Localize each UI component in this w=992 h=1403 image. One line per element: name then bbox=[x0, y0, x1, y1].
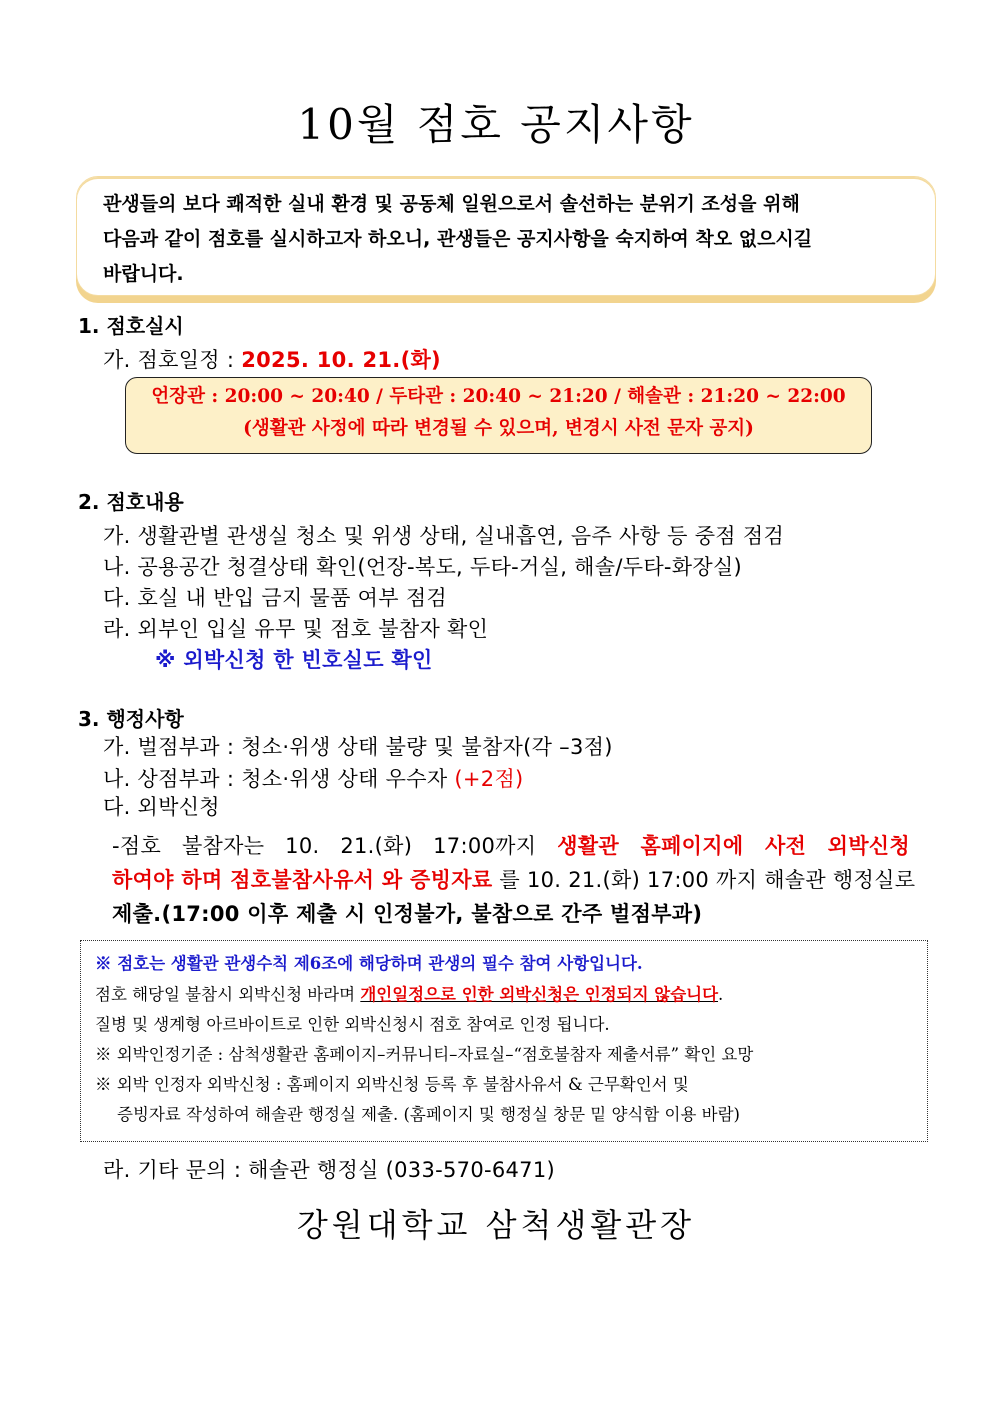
note-line-1: ※ 점호는 생활관 관생수칙 제6조에 해당하며 관생의 필수 참여 사항입니다. bbox=[95, 954, 643, 973]
note-line-3: 질병 및 생계형 아르바이트로 인한 외박신청시 점호 참여로 인정 됩니다. bbox=[95, 1015, 610, 1034]
note-text: . bbox=[718, 985, 724, 1004]
merit-text: 나. 상점부과 : 청소·위생 상태 우수자 bbox=[103, 767, 455, 791]
intro-line-3: 바랍니다. bbox=[103, 263, 184, 285]
merit-points: (+2점) bbox=[454, 767, 524, 791]
overnight-para-emph: 생활관 홈페이지에 사전 외박신청 bbox=[557, 834, 910, 858]
schedule-change-note: (생활관 사정에 따라 변경될 수 있으며, 변경시 사전 문자 공지) bbox=[243, 418, 754, 439]
schedule-times: 언장관 : 20:00 ~ 20:40 / 두타관 : 20:40 ~ 21:20 / 해솔관 : 21:20 ~ 22:00 bbox=[151, 386, 846, 407]
schedule-date-row bbox=[103, 344, 441, 374]
intro-line-1: 관생들의 보다 쾌적한 실내 환경 및 공동체 일원으로서 솔선하는 분위기 조성을 위해 bbox=[103, 193, 800, 215]
section1-heading: 1. 점호실시 bbox=[78, 314, 184, 338]
overnight-para-text: 를 10. 21.(화) 17:00 까지 해솔관 행정실로 bbox=[492, 868, 916, 892]
intro-line-2: 다음과 같이 점호를 실시하고자 하오니, 관생들은 공지사항을 숙지하여 착오 없으시길 bbox=[103, 228, 813, 250]
overnight-para-line-2 bbox=[112, 864, 915, 894]
signature-footer: 강원대학교 삼척생활관장 bbox=[296, 1206, 696, 1244]
check-item: 나. 공용공간 청결상태 확인(언장-복도, 두타-거실, 해솔/두타-화장실) bbox=[103, 555, 743, 579]
section3-heading: 3. 행정사항 bbox=[78, 707, 184, 731]
check-item: 라. 외부인 입실 유무 및 점호 불참자 확인 bbox=[103, 617, 489, 641]
overnight-para-text: -점호 불참자는 10. 21.(화) 17:00까지 bbox=[112, 834, 558, 858]
check-item: 가. 생활관별 관생실 청소 및 위생 상태, 실내흡연, 음주 사항 등 중점 점검 bbox=[103, 524, 785, 548]
contact-info: 라. 기타 문의 : 해솔관 행정실 (033-570-6471) bbox=[103, 1158, 555, 1182]
empty-room-note: ※ 외박신청 한 빈호실도 확인 bbox=[155, 648, 433, 672]
penalty-item: 가. 벌점부과 : 청소·위생 상태 불량 및 불참자(각 –3점) bbox=[103, 735, 613, 759]
schedule-date: 2025. 10. 21.(화) bbox=[241, 348, 441, 372]
overnight-para-line-3: 제출.(17:00 이후 제출 시 인정불가, 불참으로 간주 벌점부과) bbox=[112, 902, 703, 926]
overnight-para-emph: 하여야 하며 점호불참사유서 와 증빙자료 bbox=[112, 868, 493, 892]
schedule-label: 가. 점호일정 : bbox=[103, 348, 242, 372]
note-line-2 bbox=[95, 981, 723, 1005]
note-line-6: 증빙자료 작성하여 해솔관 행정실 제출. (홈페이지 및 행정실 창문 밑 양식함 이용 바람) bbox=[117, 1105, 740, 1124]
overnight-para-line-1 bbox=[112, 830, 910, 860]
note-line-5: ※ 외박 인정자 외박신청 : 홈페이지 외박신청 등록 후 불참사유서 & 근무확인서 및 bbox=[95, 1075, 689, 1094]
check-item: 다. 호실 내 반입 금지 물품 여부 점검 bbox=[103, 586, 448, 610]
page-title: 10월 점호 공지사항 bbox=[297, 100, 695, 149]
merit-item bbox=[103, 763, 524, 793]
overnight-item: 다. 외박신청 bbox=[103, 795, 220, 819]
note-text: 점호 해당일 불참시 외박신청 바라며 bbox=[95, 985, 361, 1004]
note-warning: 개인일정으로 인한 외박신청은 인정되지 않습니다 bbox=[360, 985, 719, 1004]
section2-heading: 2. 점호내용 bbox=[78, 490, 184, 514]
note-line-4: ※ 외박인정기준 : 삼척생활관 홈페이지–커뮤니티–자료실–“점호불참자 제출서류” 확인 요망 bbox=[95, 1045, 754, 1064]
schedule-box bbox=[125, 377, 872, 454]
